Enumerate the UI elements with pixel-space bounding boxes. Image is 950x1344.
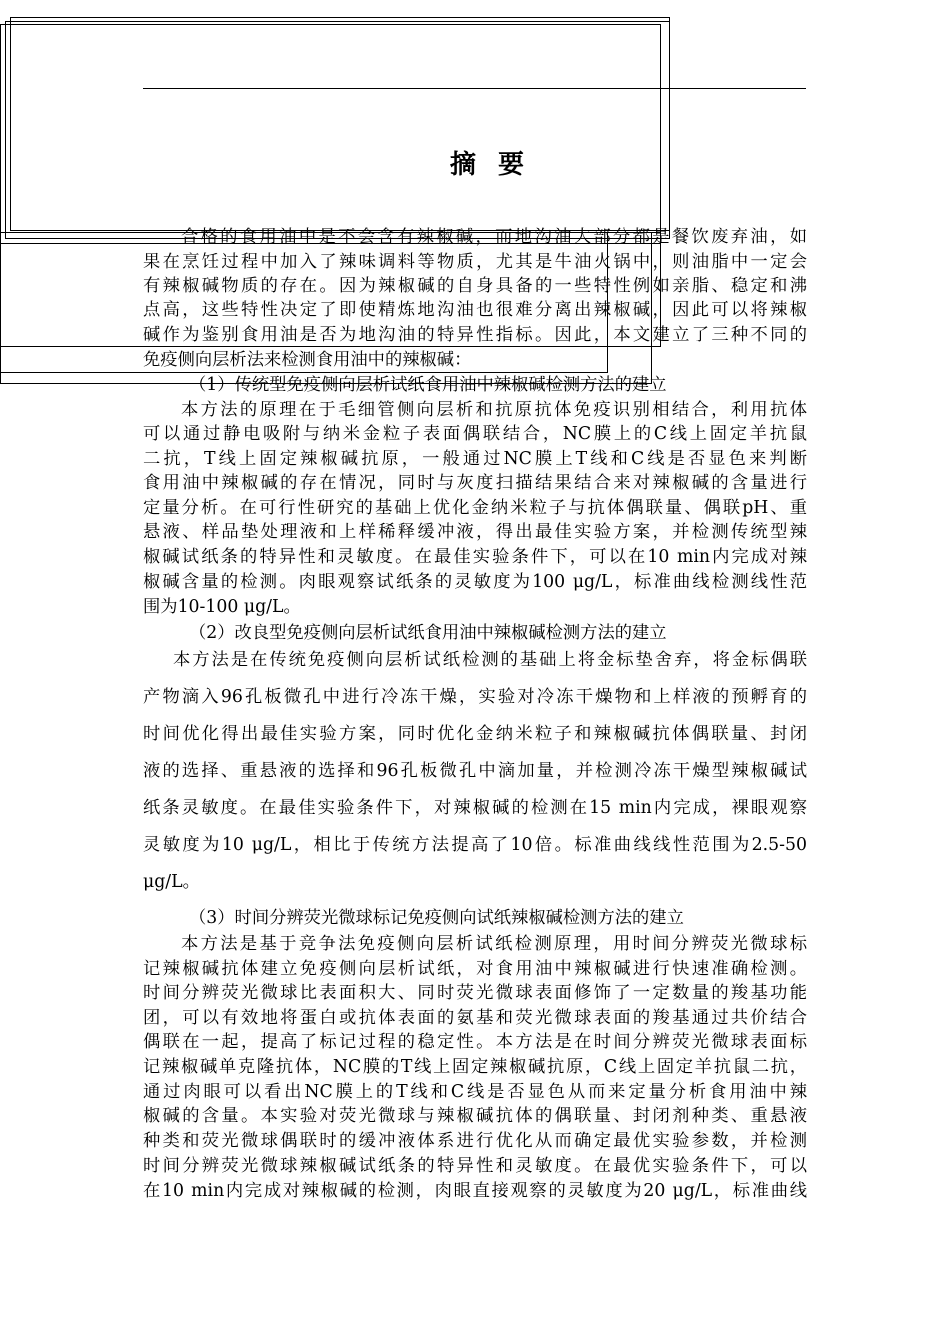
text-line: μg/L。 — [143, 872, 200, 892]
text-line: 碱作为鉴别食用油是否为地沟油的特异性指标。因此，本文建立了三种不同的 — [143, 325, 807, 345]
text-line: 团，可以有效地将蛋白或抗体表面的氨基和荧光微球表面的羧基通过共价结合 — [143, 1008, 807, 1028]
text-line: 有辣椒碱物质的存在。因为辣椒碱的自身具备的一些特性例如亲脂、稳定和沸 — [143, 276, 807, 296]
text-line: 记辣椒碱单克隆抗体，NC膜的T线上固定辣椒碱抗原，C线上固定羊抗鼠二抗， — [143, 1057, 807, 1077]
text-line: 种类和荧光微球偶联时的缓冲液体系进行优化从而确定最优实验参数，并检测 — [143, 1131, 807, 1151]
text-line: 纸条灵敏度。在最佳实验条件下，对辣椒碱的检测在15 min内完成，裸眼观察 — [143, 798, 807, 818]
text-line: 可以通过静电吸附与纳米金粒子表面偶联结合，NC膜上的C线上固定羊抗鼠 — [143, 424, 807, 444]
decorative-frame — [0, 24, 661, 244]
text-line: （1）传统型免疫侧向层析试纸食用油中辣椒碱检测方法的建立 — [189, 375, 667, 395]
text-line: 免疫侧向层析法来检测食用油中的辣椒碱： — [143, 350, 472, 370]
text-line: 本方法的原理在于毛细管侧向层析和抗原抗体免疫识别相结合，利用抗体 — [181, 400, 807, 420]
text-line: 偶联在一起，提高了标记过程的稳定性。本方法是在时间分辨荧光微球表面标 — [143, 1032, 807, 1052]
text-line: 围为10-100 μg/L。 — [143, 597, 301, 617]
text-line: 果在烹饪过程中加入了辣味调料等物质，尤其是牛油火锅中，则油脂中一定会 — [143, 252, 807, 272]
text-line: 通过肉眼可以看出NC膜上的T线和C线是否显色从而来定量分析食用油中辣 — [143, 1082, 807, 1102]
text-line: 点高，这些特性决定了即使精炼地沟油也很难分离出辣椒碱，因此可以将辣椒 — [143, 300, 807, 320]
page-title: 摘要 — [449, 150, 546, 180]
text-line: 二抗，T线上固定辣椒碱抗原，一般通过NC膜上T线和C线是否显色来判断 — [143, 449, 807, 469]
text-line: 时间分辨荧光微球辣椒碱试纸条的特异性和灵敏度。在最优实验条件下，可以 — [143, 1156, 807, 1176]
text-line: 产物滴入96孔板微孔中进行冷冻干燥，实验对冷冻干燥物和上样液的预孵育的 — [143, 687, 807, 707]
text-line: 定量分析。在可行性研究的基础上优化金纳米粒子与抗体偶联量、偶联pH、重 — [143, 498, 807, 518]
text-line: 本方法是在传统免疫侧向层析试纸检测的基础上将金标垫舍弃，将金标偶联 — [173, 650, 807, 670]
text-line: 时间分辨荧光微球比表面积大、同时荧光微球表面修饰了一定数量的羧基功能 — [143, 983, 807, 1003]
text-line: 液的选择、重悬液的选择和96孔板微孔中滴加量，并检测冷冻干燥型辣椒碱试 — [143, 761, 807, 781]
text-line: 椒碱的含量。本实验对荧光微球与辣椒碱抗体的偶联量、封闭剂种类、重悬液 — [143, 1106, 807, 1126]
header-rule — [143, 88, 806, 89]
text-line: 悬液、样品垫处理液和上样稀释缓冲液，得出最佳实验方案，并检测传统型辣 — [143, 522, 807, 542]
text-line: 时间优化得出最佳实验方案，同时优化金纳米粒子和辣椒碱抗体偶联量、封闭 — [143, 724, 807, 744]
text-line: 合格的食用油中是不会含有辣椒碱，而地沟油大部分都是餐饮废弃油，如 — [181, 227, 807, 247]
text-line: 椒碱含量的检测。肉眼观察试纸条的灵敏度为100 μg/L，标准曲线检测线性范 — [143, 572, 807, 592]
text-line: 食用油中辣椒碱的存在情况，同时与灰度扫描结果结合来对辣椒碱的含量进行 — [143, 473, 807, 493]
text-line: （3）时间分辨荧光微球标记免疫侧向试纸辣椒碱检测方法的建立 — [189, 908, 684, 928]
text-line: 记辣椒碱抗体建立免疫侧向层析试纸，对食用油中辣椒碱进行快速准确检测。 — [143, 959, 807, 979]
text-line: （2）改良型免疫侧向层析试纸食用油中辣椒碱检测方法的建立 — [189, 623, 667, 643]
text-line: 在10 min内完成对辣椒碱的检测，肉眼直接观察的灵敏度为20 μg/L，标准曲线 — [143, 1181, 807, 1201]
text-line: 灵敏度为10 μg/L，相比于传统方法提高了10倍。标准曲线线性范围为2.5-50 — [143, 835, 807, 855]
text-line: 椒碱试纸条的特异性和灵敏度。在最佳实验条件下，可以在10 min内完成对辣 — [143, 547, 807, 567]
text-line: 本方法是基于竞争法免疫侧向层析试纸检测原理，用时间分辨荧光微球标 — [181, 934, 807, 954]
